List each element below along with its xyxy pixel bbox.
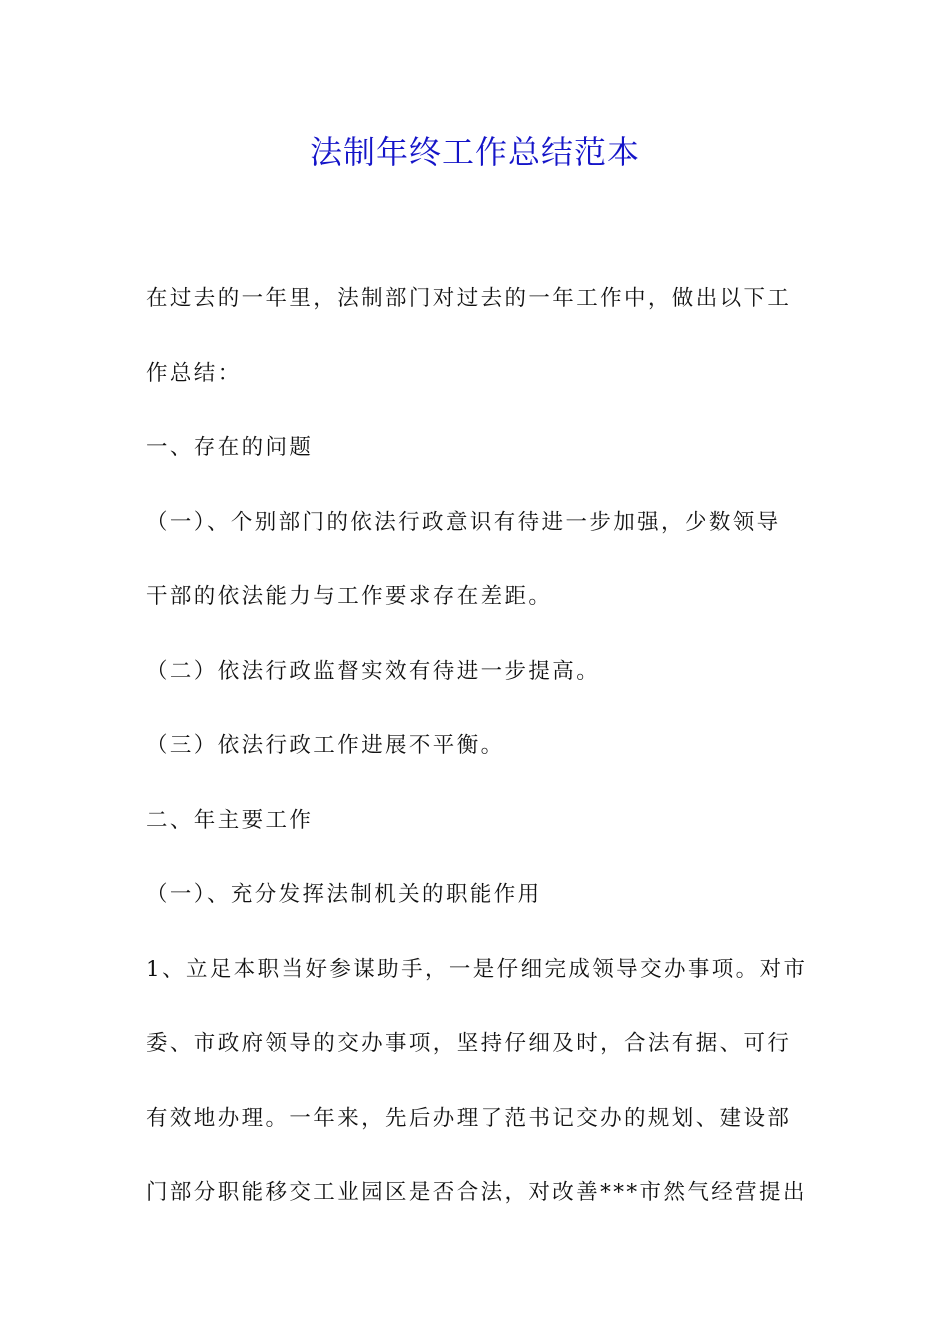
body-line: （一）、个别部门的依法行政意识有待进一步加强，少数领导	[146, 509, 781, 535]
body-line: 门部分职能移交工业园区是否合法，对改善***市然气经营提出	[146, 1180, 807, 1205]
section-heading: 二、年主要工作	[146, 807, 314, 833]
body-line: 有效地办理。一年来，先后办理了范书记交办的规划、建设部	[146, 1105, 792, 1131]
body-line: （二）依法行政监督实效有待进一步提高。	[146, 658, 601, 684]
body-line: 干部的依法能力与工作要求存在差距。	[146, 584, 553, 609]
body-line: 委、市政府领导的交办事项，坚持仔细及时，合法有据、可行	[146, 1031, 792, 1056]
body-line: （三）依法行政工作进展不平衡。	[146, 733, 505, 758]
subsection-heading: （一）、充分发挥法制机关的职能作用	[146, 882, 542, 907]
body-line: 1、立足本职当好参谋助手，一是仔细完成领导交办事项。对市	[146, 956, 808, 982]
document-body	[146, 262, 806, 1231]
body-line: 作总结：	[146, 360, 242, 386]
document-title: 法制年终工作总结范本	[309, 133, 640, 171]
body-line: 在过去的一年里，法制部门对过去的一年工作中，做出以下工	[146, 286, 792, 311]
section-heading: 一、存在的问题	[146, 435, 314, 460]
